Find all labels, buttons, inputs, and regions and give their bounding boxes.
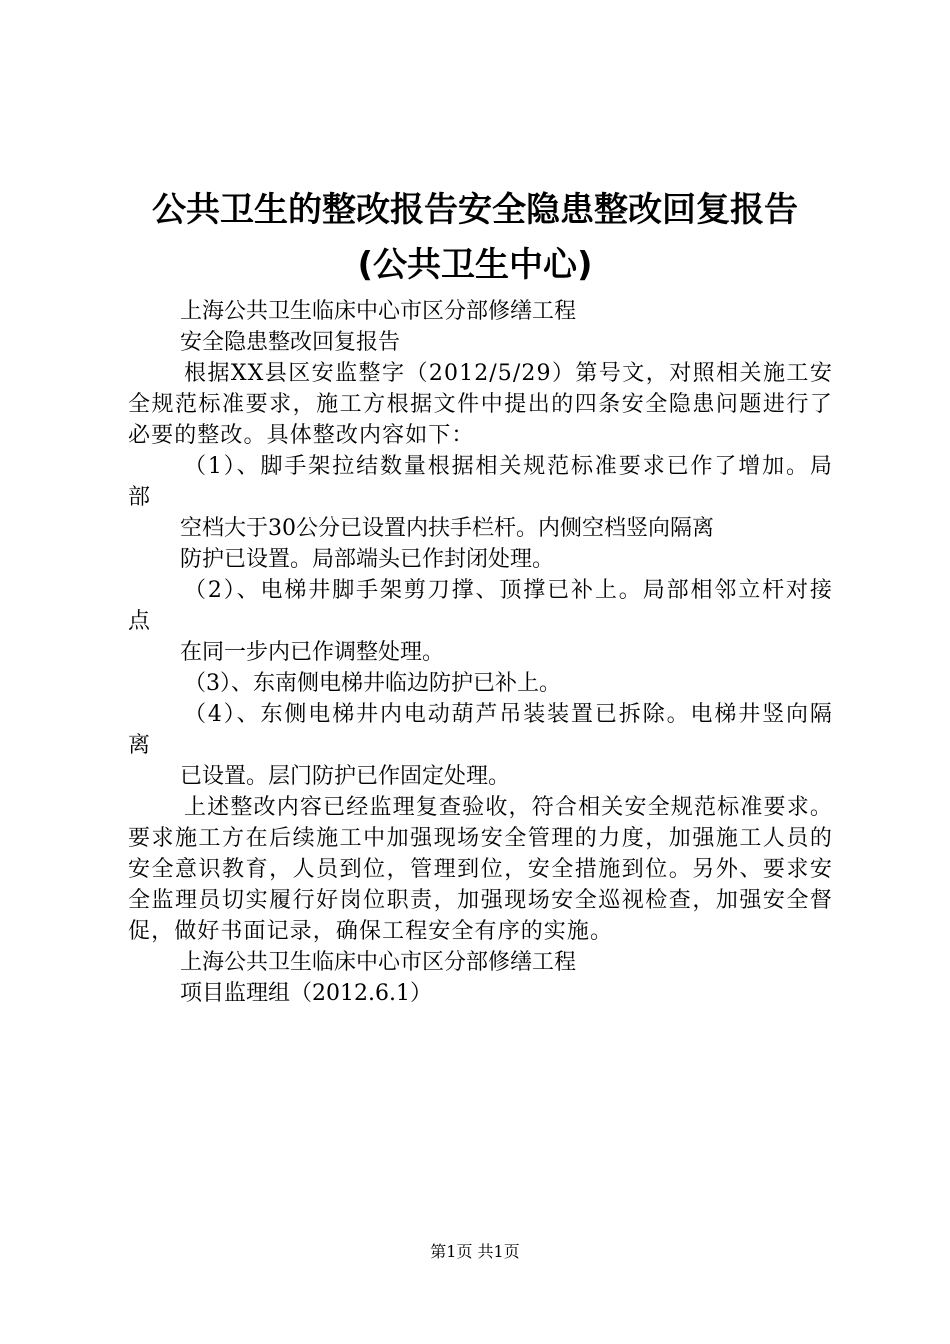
item-1-line-b: 空档大于30公分已设置内扶手栏杆。内侧空档竖向隔离 <box>180 516 714 541</box>
item-2-line-a: （2）、电梯井脚手架剪刀撑、顶撑已补上。局部相邻立杆对接点 <box>128 578 833 634</box>
item-4-line-a: （4）、东侧电梯井内电动葫芦吊装装置已拆除。电梯井竖向隔离 <box>128 702 833 758</box>
page-footer: 第1页 共1页 <box>430 1242 520 1261</box>
item-1-line-c: 防护已设置。局部端头已作封闭处理。 <box>180 547 555 572</box>
document-body <box>128 296 833 1009</box>
project-name: 上海公共卫生临床中心市区分部修缮工程 <box>180 299 577 324</box>
item-2-line-b: 在同一步内已作调整处理。 <box>180 640 445 665</box>
item-3: （3）、东南侧电梯井临边防护已补上。 <box>184 671 561 696</box>
signature-group-date: 项目监理组（2012.6.1） <box>180 981 432 1006</box>
signature-organization: 上海公共卫生临床中心市区分部修缮工程 <box>180 950 577 975</box>
document-subtitle: (公共卫生中心) <box>357 245 593 285</box>
item-4-line-b: 已设置。层门防护已作固定处理。 <box>180 764 511 789</box>
report-title: 安全隐患整改回复报告 <box>180 330 401 355</box>
conclusion-paragraph: 上述整改内容已经监理复查验收，符合相关安全规范标准要求。要求施工方在后续施工中加强现场安全管理的力度，加强施工人员的安全意识教育，人员到位，管理到位，安全措施到位。另外、要求安全监理员切实履行好岗位职责，加强现场安全巡视检查，加强安全督促，做好书面记录，确保工程安全有序的实施。 <box>128 795 833 944</box>
item-1-line-a: （1）、脚手架拉结数量根据相关规范标准要求已作了增加。局部 <box>128 454 833 510</box>
intro-paragraph: 根据XX县区安监整字（2012/5/29）第号文，对照相关施工安全规范标准要求，施工方根据文件中提出的四条安全隐患问题进行了必要的整改。具体整改内容如下： <box>128 361 833 448</box>
document-title: 公共卫生的整改报告安全隐患整改回复报告 <box>152 190 798 230</box>
